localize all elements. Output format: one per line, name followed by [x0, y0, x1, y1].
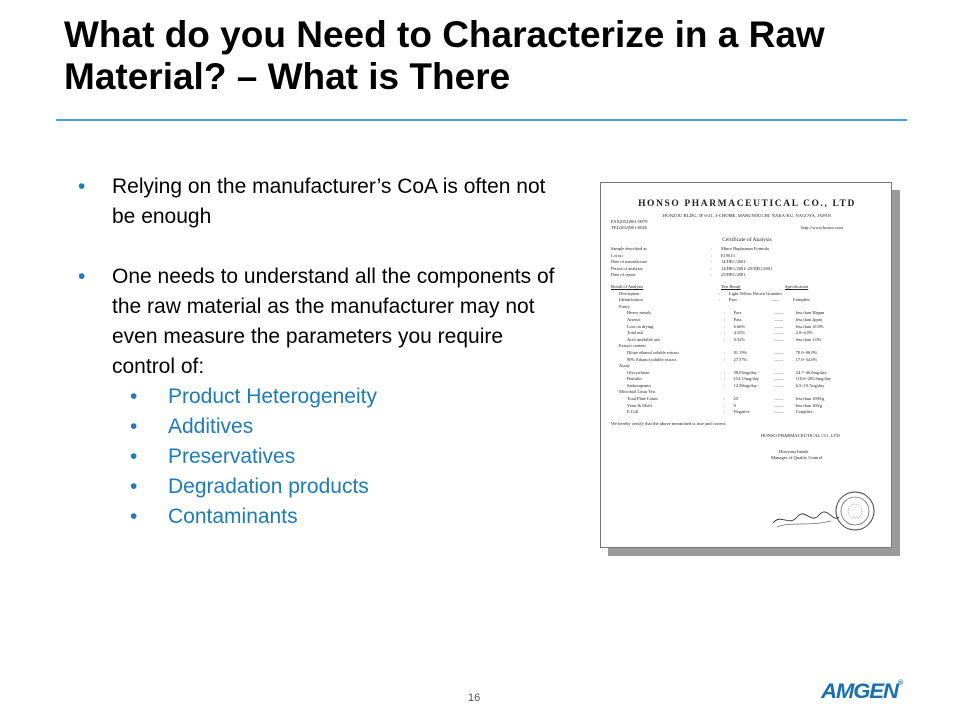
document-cell: : — [723, 310, 726, 316]
document-cell: —— — [774, 310, 784, 316]
document-cell: : — [723, 323, 726, 329]
document-cell: : — [719, 290, 721, 296]
document-result-row — [611, 409, 883, 416]
document-cell: 4.55% — [733, 330, 746, 336]
document-cell: : — [711, 259, 713, 265]
document-cell: Heavy metals — [627, 310, 652, 316]
document-cell: : — [711, 246, 713, 251]
document-cell: Assay — [619, 363, 630, 369]
document-cell: : — [723, 402, 726, 408]
document-result-row — [611, 383, 883, 390]
document-cell: E10613 — [721, 252, 735, 258]
document-cell: —— — [774, 356, 784, 362]
document-cell: : — [711, 272, 713, 278]
document-cell: : — [723, 409, 726, 415]
document-cell: : — [723, 349, 726, 355]
document-cell — [729, 304, 771, 311]
document-cell: : — [711, 252, 713, 258]
document-cell: Loss on drying — [627, 323, 654, 329]
bullet-dot: • — [130, 385, 138, 408]
document-cell: Description — [619, 290, 640, 296]
bullet-dot: • — [130, 475, 138, 498]
document-cell: —— — [774, 396, 784, 402]
document-cell: Yeast & Mold — [627, 402, 652, 408]
document-cell: less than 10.0% — [795, 323, 824, 329]
document-cell — [771, 389, 793, 396]
document-result-row — [611, 297, 883, 304]
bullet-dot: • — [130, 415, 138, 438]
document-result-row — [611, 304, 883, 311]
document-cell — [793, 389, 883, 396]
document-cell: 14/DEC/2001~25/DEC/2001 — [721, 265, 773, 271]
document-header-row — [611, 272, 883, 279]
document-cell — [771, 363, 793, 370]
column-header: Test Result — [721, 283, 741, 289]
document-cell — [771, 343, 793, 350]
document-header-row — [611, 266, 883, 273]
sub-bullet-text: Additives — [168, 415, 254, 438]
document-result-row — [611, 357, 883, 364]
document-cell: less than 1000/g — [795, 396, 825, 402]
document-cell — [719, 389, 729, 396]
document-cell: Acid insoluble ash — [627, 336, 660, 342]
document-cell: less than 2ppm — [795, 316, 823, 322]
bullet-dot: • — [78, 175, 86, 198]
document-cell: : — [723, 382, 726, 388]
document-cell: 2.0~6.0% — [795, 330, 813, 336]
sub-bullet-item — [130, 502, 568, 532]
company-name: HONSO PHARMACEUTICAL CO., LTD — [638, 199, 856, 209]
bullet-dot: • — [130, 445, 138, 468]
document-cell: Saikosaponin — [627, 382, 651, 388]
document-cell: : — [723, 330, 726, 336]
document-cell: 0.52% — [733, 336, 746, 342]
document-column-headers — [611, 284, 883, 291]
document-cell: 90% Ethanol soluble extract — [627, 356, 677, 362]
company-seal — [833, 489, 877, 533]
document-cell: 27.57% — [733, 356, 748, 362]
document-cell: 12.58mg/day — [733, 382, 757, 388]
document-result-row — [611, 363, 883, 370]
document-cell — [771, 304, 793, 311]
sub-bullet-text: Product Heterogeneity — [168, 385, 377, 408]
sub-bullet-item — [130, 442, 568, 472]
document-cell: 6.66% — [733, 323, 746, 329]
document-cell: —— — [774, 369, 784, 375]
document-cell: —— — [771, 297, 780, 303]
document-result-row — [611, 330, 883, 337]
document-result-row — [611, 403, 883, 410]
document-result-row — [611, 396, 883, 403]
document-cell: 24.7~46.0mg/day — [795, 369, 827, 375]
document-cell — [793, 304, 883, 311]
bullet-item — [78, 262, 568, 532]
document-cell: 17.0~34.0% — [795, 356, 818, 362]
document-cell: less than 1.0% — [795, 336, 822, 342]
sub-bullet-item — [130, 412, 568, 442]
document-cell: less than 100/g — [795, 402, 823, 408]
logo-text: AMGEN — [821, 680, 898, 703]
document-cell: 0 — [733, 402, 736, 408]
document-cell — [729, 363, 771, 370]
bullet-dot: • — [130, 505, 138, 528]
bullet-text: Relying on the manufacturer’s CoA is often not be enough — [112, 175, 546, 228]
document-cell: : — [723, 356, 726, 362]
document-cell: : — [723, 376, 726, 382]
document-cell: —— — [774, 376, 784, 382]
slide-title: What do you Need to Characterize in a Raw Material? – What is There — [64, 14, 825, 97]
document-tel: TEL(052)961-0026 — [611, 225, 647, 230]
document-cell — [719, 304, 729, 311]
document-cell: Complies — [793, 297, 810, 303]
document-cell: —— — [774, 349, 784, 355]
document-result-row — [611, 310, 883, 317]
document-web: http://www.honso.com — [801, 225, 843, 230]
document-cell: Identification — [619, 297, 643, 303]
document-header-rows — [611, 246, 883, 279]
document-cell: Date of report — [611, 272, 636, 278]
document-cell — [793, 343, 883, 350]
document-cell: —— — [774, 402, 784, 408]
document-header-row — [611, 253, 883, 260]
document-cell: —— — [774, 323, 784, 329]
document-cell: Microbial Limit Test — [619, 389, 656, 395]
document-cell: 81.19% — [733, 349, 748, 355]
document-cell: Light Yellow Brown Granules — [729, 290, 782, 296]
document-cell: Period of analysis — [611, 265, 643, 271]
document-cell: Pass — [733, 310, 742, 316]
document-cell: 6.5~19.7mg/day — [795, 382, 825, 388]
document-cell: 38.03mg/day — [733, 369, 757, 375]
document-cell — [719, 343, 729, 350]
column-header: Specification — [785, 283, 809, 289]
document-cell: Pass — [729, 297, 737, 303]
document-result-row — [611, 324, 883, 331]
signoff-name: Hiroyasu Imada — [779, 448, 809, 454]
bullet-text: One needs to understand all the components of the raw material as the manufacturer may not even measure the parameters you require control of: — [112, 265, 555, 378]
document-cell: Purity — [619, 303, 630, 309]
sub-bullet-text: Degradation products — [168, 475, 369, 498]
coa-document — [600, 182, 892, 548]
bullet-dot: • — [78, 265, 86, 288]
document-cell: Glycyrrhizin — [627, 369, 650, 375]
document-cell — [729, 389, 771, 396]
document-cell: : — [723, 336, 726, 342]
document-cell: 70.0~96.0% — [795, 349, 818, 355]
page-number: 16 — [468, 692, 481, 704]
document-cell: Minor Bupleurum Formula — [721, 246, 769, 251]
document-cell: : — [723, 369, 726, 375]
document-result-row — [611, 317, 883, 324]
document-result-row — [611, 291, 883, 298]
document-header-row — [611, 259, 883, 266]
document-cell — [793, 291, 883, 298]
signoff-title: Manager of Quality Control — [771, 454, 823, 460]
bullet-list — [78, 172, 568, 532]
document-cell — [729, 343, 771, 350]
document-cell: less than 30ppm — [795, 310, 825, 316]
certify-text: We hereby certify that the above mentioned is true and correct. — [611, 420, 727, 426]
document-result-row — [611, 337, 883, 344]
document-cell: : — [723, 316, 726, 322]
document-address: HONZOU BLDG.,3F 6-21, 3-CHOME, MARUNOUCHI, NAKA-KU, NAGOYA, JAPAN — [662, 213, 831, 218]
document-cell: —— — [774, 382, 784, 388]
sub-bullet-text: Preservatives — [168, 445, 296, 468]
document-cell: 110.6~205.6mg/day — [795, 376, 831, 382]
document-heading: Certificate of Analysis — [722, 237, 772, 243]
document-result-row — [611, 376, 883, 383]
sub-bullet-list — [130, 382, 568, 532]
document-cell: Date of manufacture — [611, 259, 648, 265]
document-cell: Baicalin — [627, 376, 642, 382]
document-cell: —— — [774, 316, 784, 322]
document-cell: Lot no. — [611, 252, 624, 258]
document-cell: Total Plate Count — [627, 396, 658, 402]
document-cell: —— — [774, 336, 784, 342]
amgen-logo: AMGEN® — [821, 680, 903, 703]
document-result-rows — [611, 291, 883, 416]
column-header: Result of Analysis — [611, 283, 644, 289]
document-cell: Complies — [795, 409, 813, 415]
document-cell: 25/DEC/2001 — [721, 272, 746, 278]
document-result-row — [611, 389, 883, 396]
document-cell: Total ash — [627, 330, 643, 336]
document-cell: Dilute ethanol soluble extract — [627, 349, 679, 355]
document-cell: —— — [774, 409, 784, 415]
sub-bullet-item — [130, 472, 568, 502]
document-result-row — [611, 343, 883, 350]
coa-document-image — [600, 182, 900, 556]
document-cell: 14/DEC/2001 — [721, 259, 746, 265]
title-divider — [56, 119, 907, 121]
document-cell: : — [719, 297, 721, 303]
signature-image — [771, 509, 841, 529]
signoff-company: HONSO PHARMACEUTICAL CO., LTD — [761, 432, 840, 438]
document-cell — [793, 363, 883, 370]
bullet-item — [78, 172, 568, 232]
document-result-row — [611, 370, 883, 377]
sub-bullet-item — [130, 382, 568, 412]
document-cell — [771, 291, 793, 298]
document-cell: 154.15mg/day — [733, 376, 759, 382]
document-cell: Arsenic — [627, 316, 641, 322]
document-cell: Extract content — [619, 343, 646, 349]
document-fax: FAX(052)961-0079 — [611, 219, 648, 224]
document-cell: Pass — [733, 316, 742, 322]
document-cell: 25 — [733, 396, 739, 402]
document-cell: Negative — [733, 409, 750, 415]
document-header-row — [611, 246, 883, 253]
document-cell — [719, 363, 729, 370]
document-cell: : — [723, 396, 726, 402]
document-cell: —— — [774, 330, 784, 336]
document-cell: E.Coli — [627, 409, 639, 415]
sub-bullet-text: Contaminants — [168, 505, 298, 528]
document-cell: : — [711, 265, 713, 271]
document-result-row — [611, 350, 883, 357]
document-cell: Sample described as — [611, 246, 647, 251]
